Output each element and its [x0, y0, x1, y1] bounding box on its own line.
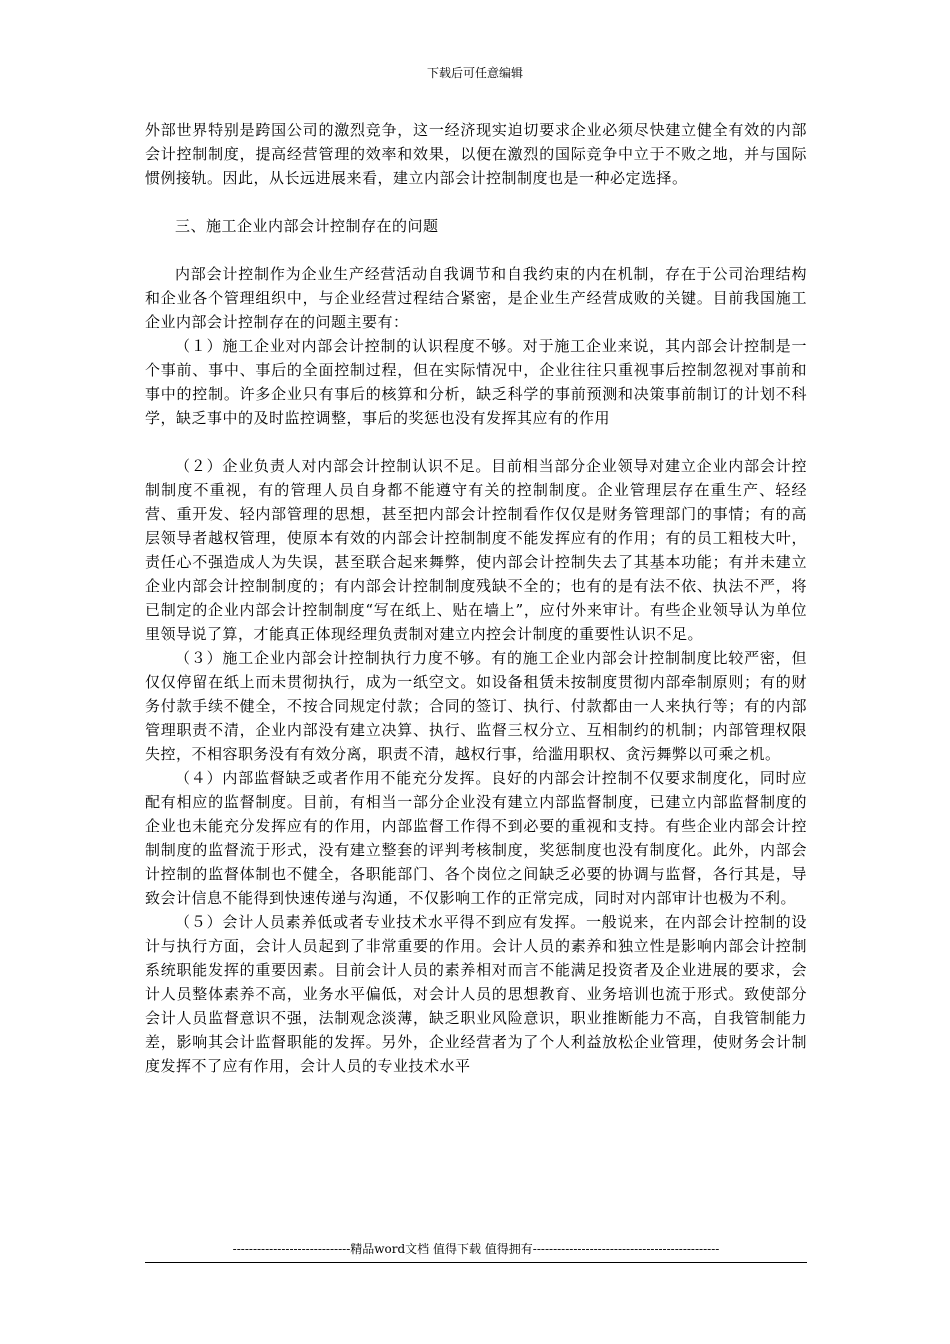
issue-paragraph-3: （３）施工企业内部会计控制执行力度不够。有的施工企业内部会计控制制度比较严密，但仅仅停留在纸上而未贯彻执行，成为一纸空文。如设备租赁未按制度贯彻内部牵制原则；有的财务付款手续不健全，不按合同规定付款；合同的签订、执行、付款都由一人来执行等；有的内部管理职责不清，企业内部没有建立决算、执行、监督三权分立、互相制约的机制；内部管理权限失控，不相容职务没有有效分离，职责不清，越权行事，给滥用职权、贪污舞弊以可乘之机。 — [145, 649, 807, 763]
issue-paragraph-4: （４）内部监督缺乏或者作用不能充分发挥。良好的内部会计控制不仅要求制度化，同时应配有相应的监督制度。目前，有相当一部分企业没有建立内部监督制度，已建立内部监督制度的企业也未能充分发挥应有的作用，内部监督工作得不到必要的重视和支持。有些企业内部会计控制制度的监督流于形式，没有建立整套的评判考核制度，奖惩制度也没有制度化。此外，内部会计控制的监督体制也不健全，各职能部门、各个岗位之间缺乏必要的协调与监督，各行其是，导致会计信息不能得到快速传递与沟通，不仅影响工作的正常完成，同时对内部审计也极为不利。 — [145, 769, 807, 907]
page-header: 下载后可任意编辑 — [426, 66, 523, 80]
page-footer: -----------------------------精品word文档 值得下载 值得拥有---------------------------------------------- — [232, 1242, 720, 1256]
issue-paragraph-2: （２）企业负责人对内部会计控制认识不足。目前相当部分企业领导对建立企业内部会计控制制度不重视，有的管理人员自身都不能遵守有关的控制制度。企业管理层存在重生产、轻经营、重开发、轻内部管理的思想，甚至把内部会计控制看作仅仅是财务管理部门的事情；有的高层领导者越权管理，使原本有效的内部会计控制制度不能发挥应有的作用；有的员工粗枝大叶，责任心不强造成人为失误，甚至联合起来舞弊，使内部会计控制失去了其基本功能；有并未建立企业内部会计控制制度的；有内部会计控制制度残缺不全的；也有的是有法不依、执法不严，将已制定的企业内部会计控制制度“写在纸上、贴在墙上”，应付外来审计。有些企业领导认为单位里领导说了算，才能真正体现经理负责制对建立内控会计制度的重要性认识不足。 — [145, 457, 807, 643]
footer-divider — [145, 1262, 807, 1263]
intro-paragraph: 外部世界特别是跨国公司的激烈竞争，这一经济现实迫切要求企业必须尽快建立健全有效的内部会计控制制度，提高经营管理的效率和效果，以便在激烈的国际竞争中立于不败之地，并与国际惯例接轨。因此，从长远进展来看，建立内部会计控制制度也是一种必定选择。 — [145, 121, 807, 187]
document-body — [145, 118, 807, 1078]
issue-paragraph-1: （１）施工企业对内部会计控制的认识程度不够。对于施工企业来说，其内部会计控制是一个事前、事中、事后的全面控制过程，但在实际情况中，企业往往只重视事后控制忽视对事前和事中的控制。许多企业只有事后的核算和分析，缺乏科学的事前预测和决策事前制订的计划不科学，缺乏事中的及时监控调整，事后的奖惩也没有发挥其应有的作用 — [145, 337, 807, 427]
section-heading: 三、施工企业内部会计控制存在的问题 — [175, 217, 439, 235]
section-intro-paragraph: 内部会计控制作为企业生产经营活动自我调节和自我约束的内在机制，存在于公司治理结构和企业各个管理组织中，与企业经营过程结合紧密，是企业生产经营成败的关键。目前我国施工企业内部会计控制存在的问题主要有： — [145, 265, 807, 331]
issue-paragraph-5: （５）会计人员素养低或者专业技术水平得不到应有发挥。一般说来，在内部会计控制的设计与执行方面，会计人员起到了非常重要的作用。会计人员的素养和独立性是影响内部会计控制系统职能发挥的重要因素。目前会计人员的素养相对而言不能满足投资者及企业进展的要求，会计人员整体素养不高，业务水平偏低，对会计人员的思想教育、业务培训也流于形式。致使部分会计人员监督意识不强，法制观念淡薄，缺乏职业风险意识，职业推断能力不高，自我管制能力差，影响其会计监督职能的发挥。另外，企业经营者为了个人利益放松企业管理，使财务会计制度发挥不了应有作用，会计人员的专业技术水平 — [145, 913, 807, 1075]
